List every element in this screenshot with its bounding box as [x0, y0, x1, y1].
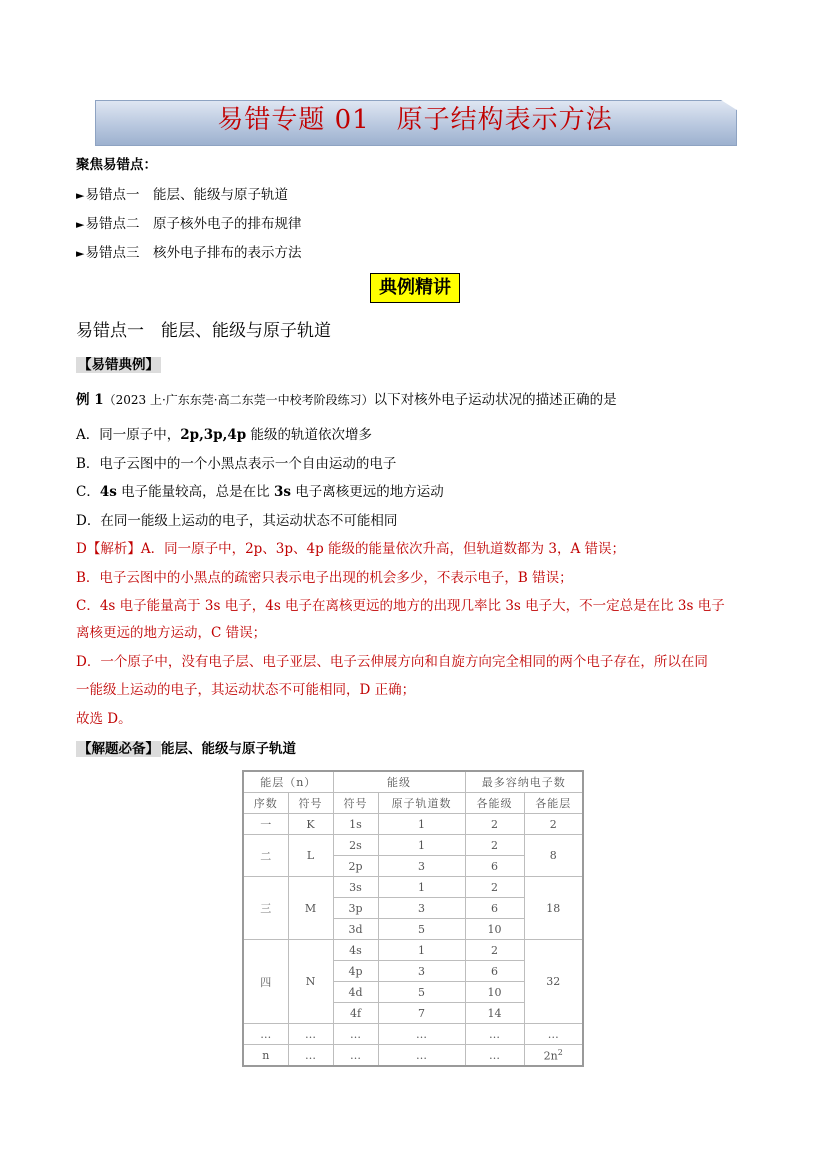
option-text: 电子能量较高，总是在比: [116, 484, 274, 500]
bullet-icon: ►: [76, 218, 85, 231]
section-heading: 易错点一 能层、能级与原子轨道: [76, 321, 331, 341]
table-cell: 1: [378, 835, 465, 856]
table-cell: [524, 1045, 583, 1067]
focus-point-label: 易错点三 核外电子排布的表示方法: [85, 245, 302, 261]
header-cell: 最多容纳电子数: [465, 771, 583, 793]
header-cell: 能级: [333, 771, 465, 793]
table-cell: 7: [378, 1003, 465, 1024]
focus-point-label: 易错点二 原子核外电子的排布规律: [85, 216, 302, 232]
option-a: [76, 426, 372, 444]
bullet-icon: ►: [76, 189, 85, 202]
option-bold: 2p,3p,4p: [180, 427, 247, 443]
table-cell: 三: [243, 877, 288, 940]
analysis-line-1: [76, 540, 625, 558]
table-cell: 2: [465, 877, 524, 898]
table-cell: 4d: [333, 982, 378, 1003]
table-cell: 1: [378, 940, 465, 961]
option-text: C．: [76, 484, 100, 500]
header-cell: 符号: [333, 793, 378, 814]
essentials-label: 【解题必备】: [78, 741, 159, 757]
table-cell: 10: [465, 982, 524, 1003]
focus-point-2: [76, 215, 301, 234]
table-cell: 32: [524, 940, 583, 1024]
table-cell: 1: [378, 814, 465, 835]
table-cell: 2: [465, 940, 524, 961]
table-cell: 4p: [333, 961, 378, 982]
option-bold: 3s: [273, 484, 291, 500]
table-cell: 14: [465, 1003, 524, 1024]
energy-level-table: [242, 770, 584, 1067]
table-row: [243, 940, 583, 961]
table-cell: M: [288, 877, 333, 940]
header-cell: 各能级: [465, 793, 524, 814]
answer-tag: D【解析】: [76, 541, 141, 557]
table-cell: 3p: [333, 898, 378, 919]
page-title: 易错专题 01 原子结构表示方法: [217, 105, 613, 135]
table-cell: 3d: [333, 919, 378, 940]
table-cell: 3: [378, 856, 465, 877]
table-cell: 1s: [333, 814, 378, 835]
example-label: 例 1: [76, 392, 104, 408]
table-cell: 18: [524, 877, 583, 940]
table-cell: 4f: [333, 1003, 378, 1024]
header-cell: 符号: [288, 793, 333, 814]
table-cell: 10: [465, 919, 524, 940]
bullet-icon: ►: [76, 247, 85, 260]
table-row: [243, 1024, 583, 1045]
example-source: （2023 上·广东东莞·高二东莞一中校考阶段练习）: [103, 393, 374, 407]
analysis-conclusion: 故选 D。: [76, 711, 132, 727]
table-cell: …: [465, 1045, 524, 1067]
table-cell: 3s: [333, 877, 378, 898]
focus-point-3: [76, 244, 301, 263]
table-cell: …: [333, 1045, 378, 1067]
analysis-line-3a: C．4s 电子能量高于 3s 电子，4s 电子在离核更远的地方的出现几率比 3s 电子大，不一定总是在比 3s 电子: [76, 598, 725, 614]
typical-example-label: [76, 356, 161, 374]
table-cell: …: [524, 1024, 583, 1045]
option-b: B．电子云图中的一个小黑点表示一个自由运动的电子: [76, 456, 397, 472]
header-cell: 能层（n）: [243, 771, 333, 793]
analysis-line-4b: 一能级上运动的电子，其运动状态不可能相同，D 正确；: [76, 682, 416, 698]
table-cell: 3: [378, 961, 465, 982]
table-cell: 5: [378, 919, 465, 940]
table-row: [243, 771, 583, 793]
table-cell: …: [288, 1045, 333, 1067]
option-text: 能级的轨道依次增多: [246, 427, 372, 443]
header-cell: 各能层: [524, 793, 583, 814]
table-cell: 2p: [333, 856, 378, 877]
table-cell: 3: [378, 898, 465, 919]
table-cell: 2: [524, 814, 583, 835]
table-cell: …: [378, 1045, 465, 1067]
formula-exponent: 2: [557, 1047, 563, 1057]
table-cell: L: [288, 835, 333, 877]
table-row: [243, 793, 583, 814]
table-cell: K: [288, 814, 333, 835]
analysis-line-4a: D．一个原子中，没有电子层、电子亚层、电子云伸展方向和自旋方向完全相同的两个电子存在，所以在同: [76, 654, 708, 670]
table-cell: …: [243, 1024, 288, 1045]
table-cell: 6: [465, 961, 524, 982]
table-row: [243, 1045, 583, 1067]
table-row: [243, 814, 583, 835]
option-text: A．同一原子中，: [76, 427, 181, 443]
essentials-title: 能层、能级与原子轨道: [161, 741, 296, 757]
table-cell: 2s: [333, 835, 378, 856]
focus-point-1: [76, 186, 288, 205]
table-cell: 6: [465, 856, 524, 877]
table-row: [243, 877, 583, 898]
table-cell: …: [378, 1024, 465, 1045]
table-cell: 8: [524, 835, 583, 877]
table-cell: n: [243, 1045, 288, 1067]
table-cell: 5: [378, 982, 465, 1003]
table-cell: 2: [465, 835, 524, 856]
header-cell: 序数: [243, 793, 288, 814]
option-bold: 4s: [99, 484, 117, 500]
table-cell: 4s: [333, 940, 378, 961]
option-d: D．在同一能级上运动的电子，其运动状态不可能相同: [76, 513, 398, 529]
option-text: 电子离核更远的地方运动: [290, 484, 444, 500]
focus-point-label: 易错点一 能层、能级与原子轨道: [85, 187, 288, 203]
section-badge: 典例精讲: [370, 273, 460, 303]
table-cell: 1: [378, 877, 465, 898]
table-cell: N: [288, 940, 333, 1024]
header-cell: 原子轨道数: [378, 793, 465, 814]
formula-base: 2n: [543, 1049, 558, 1063]
table-cell: 6: [465, 898, 524, 919]
analysis-line-2: B．电子云图中的小黑点的疏密只表示电子出现的机会多少，不表示电子，B 错误；: [76, 570, 573, 586]
table-cell: 四: [243, 940, 288, 1024]
essentials-heading: [76, 740, 296, 758]
analysis-text: A．同一原子中，2p、3p、4p 能级的能量依次升高，但轨道数都为 3，A 错误；: [140, 541, 625, 557]
typical-label-text: 【易错典例】: [78, 357, 159, 373]
analysis-line-3b: 离核更远的地方运动，C 错误；: [76, 625, 267, 641]
table-row: [243, 835, 583, 856]
example-question-text: 以下对核外电子运动状况的描述正确的是: [373, 392, 617, 408]
focus-heading: 聚焦易错点：: [76, 157, 157, 173]
table-cell: 2: [465, 814, 524, 835]
example-question: [76, 391, 617, 409]
table-cell: …: [288, 1024, 333, 1045]
option-c: [76, 483, 444, 501]
table-cell: …: [465, 1024, 524, 1045]
table-cell: 二: [243, 835, 288, 877]
table-cell: 一: [243, 814, 288, 835]
table-cell: …: [333, 1024, 378, 1045]
